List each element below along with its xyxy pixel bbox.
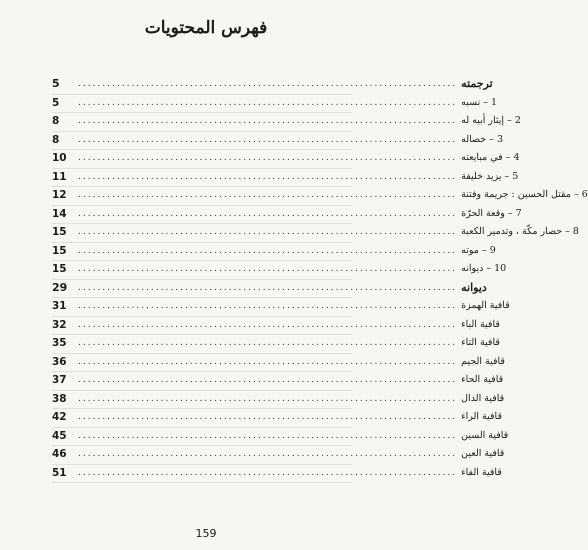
toc-row: [52, 335, 500, 354]
toc-row: [52, 298, 510, 317]
toc-page-number: 45: [52, 429, 67, 442]
toc-section-row: [52, 76, 493, 95]
toc-entry-title: 3 – خصاله: [461, 133, 503, 145]
toc-dot-leader: ..............................................................................: [78, 319, 458, 330]
toc-row: [52, 391, 505, 410]
toc-dot-leader: ..............................................................................: [78, 375, 458, 385]
toc-page-number: 14: [52, 207, 67, 220]
toc-page-number: 5: [52, 96, 60, 109]
toc-entry-title: قافية الراء: [461, 411, 502, 422]
toc-page-number: 8: [52, 115, 60, 127]
toc-entry-title: 10 – ديوانه: [461, 263, 507, 274]
toc-row: [52, 206, 522, 225]
toc-dot-leader: ..............................................................................: [78, 79, 458, 89]
toc-entry-title: 9 – موته: [461, 244, 496, 256]
toc-page-number: 15: [52, 263, 67, 275]
toc-row: [52, 243, 496, 262]
toc-entry-title: قافية الحاء: [461, 374, 504, 385]
toc-entry-title: قافية الفاء: [461, 466, 502, 478]
toc-page-number: 32: [52, 318, 67, 331]
toc-row: [52, 354, 505, 373]
toc-dot-leader: ..............................................................................: [78, 264, 458, 274]
toc-dot-leader: ..............................................................................: [78, 412, 458, 422]
toc-entry-title: قافية الدال: [461, 392, 505, 404]
toc-dot-leader: ..............................................................................: [78, 282, 458, 293]
toc-entry-title: 4 – في مبايعته: [461, 152, 520, 163]
toc-dot-leader: ..............................................................................: [78, 134, 458, 145]
toc-row: [52, 317, 500, 336]
toc-dot-leader: ..............................................................................: [78, 116, 458, 126]
page-number: 159: [195, 527, 217, 540]
toc-dot-leader: ..............................................................................: [78, 227, 458, 237]
toc-page-number: 46: [52, 448, 67, 460]
toc-row: [52, 113, 521, 132]
toc-row: [52, 409, 502, 428]
toc-row: [52, 372, 504, 391]
toc-entry-title: 8 – حصار مكّة ، وتدمير الكعبة: [461, 226, 579, 237]
toc-section-title: ديوانه: [461, 280, 487, 294]
toc-page-number: 36: [52, 355, 67, 368]
toc-page-number: 42: [52, 411, 67, 423]
toc-entry-title: قافية العين: [461, 448, 505, 459]
toc-dot-leader: ..............................................................................: [78, 467, 458, 478]
toc-section-row: [52, 280, 487, 299]
toc-entry-title: 7 – وقعة الحرّة: [461, 207, 522, 219]
toc-page-number: 15: [52, 244, 67, 257]
toc-entry-title: قافية الجيم: [461, 355, 505, 367]
toc-section-title: ترجمته: [461, 77, 493, 90]
toc-entry-title: 6 – مقتل الحسين : جريمة وفتنة: [461, 189, 588, 200]
toc-page-number: 51: [52, 466, 67, 479]
toc-page-number: 8: [52, 133, 60, 146]
toc-row: [52, 428, 509, 447]
toc-page-number: 37: [52, 374, 67, 386]
toc-row: [52, 169, 519, 188]
toc-entry-title: 1 – نسبه: [461, 96, 498, 108]
toc-dot-leader: ..............................................................................: [78, 449, 458, 459]
toc-row: [52, 224, 579, 243]
toc-page-number: 29: [52, 280, 68, 294]
toc-entry-title: قافية السين: [461, 429, 509, 441]
toc-row: [52, 132, 503, 151]
toc-dot-leader: ..............................................................................: [78, 393, 458, 404]
toc-row: [52, 261, 507, 280]
toc-page-number: 35: [52, 337, 67, 349]
toc-page-number: 12: [52, 189, 67, 201]
toc-row: [52, 95, 498, 114]
toc-page-number: 11: [52, 170, 67, 183]
toc-dot-leader: ..............................................................................: [78, 301, 458, 311]
toc-dot-leader: ..............................................................................: [78, 97, 458, 108]
toc-row: [52, 150, 520, 169]
toc-page-number: 31: [52, 300, 67, 312]
toc-page-number: 10: [52, 152, 67, 164]
toc-dot-leader: ..............................................................................: [78, 356, 458, 367]
toc-dot-leader: ..............................................................................: [78, 430, 458, 441]
page-title: فهرس المحتويات: [144, 18, 268, 38]
toc-dot-leader: ..............................................................................: [78, 338, 458, 348]
table-of-contents: [52, 76, 588, 483]
toc-row: [52, 465, 502, 484]
toc-entry-title: قافية التاء: [461, 337, 500, 348]
toc-page-number: 15: [52, 226, 67, 238]
toc-entry-title: 2 – إيثار أبيه له: [461, 115, 521, 126]
toc-dot-leader: ..............................................................................: [78, 171, 458, 182]
toc-entry-title: قافية الباء: [461, 318, 500, 330]
toc-page-number: 38: [52, 392, 67, 405]
toc-dot-leader: ..............................................................................: [78, 208, 458, 219]
toc-dot-leader: ..............................................................................: [78, 245, 458, 256]
toc-entry-title: قافية الهمزة: [461, 300, 510, 311]
toc-row: [52, 446, 505, 465]
toc-page-number: 5: [52, 77, 60, 90]
toc-dot-leader: ..............................................................................: [78, 190, 458, 200]
toc-dot-leader: ..............................................................................: [78, 153, 458, 163]
toc-row: [52, 187, 588, 206]
toc-entry-title: 5 – يزيد خليفة: [461, 170, 519, 182]
